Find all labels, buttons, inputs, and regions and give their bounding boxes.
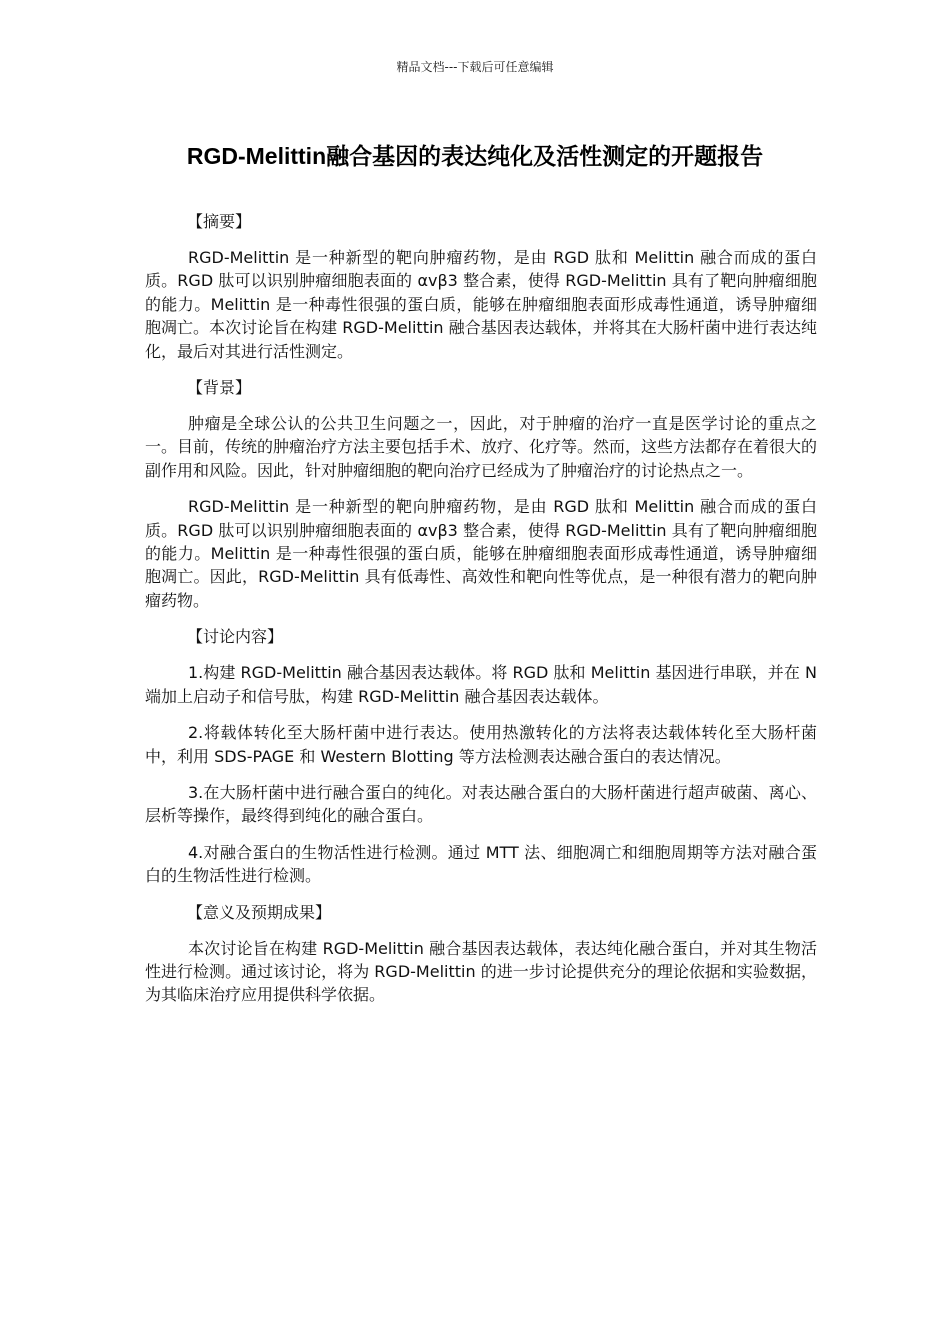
section-heading-significance: 【意义及预期成果】 [187,902,332,922]
significance-paragraph-1: 本次讨论旨在构建 RGD-Melittin 融合基因表达载体，表达纯化融合蛋白，并对其生物活性进行检测。通过该讨论，将为 RGD-Melittin 的进一步讨论提供充分的理论依据和实验数据，为其临床治疗应用提供科学依据。 [145,938,817,1005]
background-paragraph-1: 肿瘤是全球公认的公共卫生问题之一，因此，对于肿瘤的治疗一直是医学讨论的重点之一。目前，传统的肿瘤治疗方法主要包括手术、放疗、化疗等。然而，这些方法都存在着很大的副作用和风险。因此，针对肿瘤细胞的靶向治疗已经成为了肿瘤治疗的讨论热点之一。 [145,414,818,480]
research-item-4: 4.对融合蛋白的生物活性进行检测。通过 MTT 法、细胞凋亡和细胞周期等方法对融合蛋白的生物活性进行检测。 [145,842,817,886]
section-heading-research-content: 【讨论内容】 [187,627,284,647]
section-abstract [145,210,817,363]
document-title: RGD-Melittin融合基因的表达纯化及活性测定的开题报告 [186,143,764,169]
section-background [145,376,817,612]
background-paragraph-2: RGD-Melittin 是一种新型的靶向肿瘤药物，是由 RGD 肽和 Melittin 融合而成的蛋白质。RGD 肽可以识别肿瘤细胞表面的 αvβ3 整合素，使得 RGD-Melittin 具有了靶向肿瘤细胞的能力。Melittin 是一种毒性很强的蛋白质，能够在肿瘤细胞表面形成毒性通道，诱导肿瘤细胞凋亡。因此，RGD-Melittin 具有低毒性、高效性和靶向性等优点，是一种很有潜力的靶向肿瘤药物。 [145,497,817,610]
page-header-note: 精品文档---下载后可任意编辑 [396,60,554,74]
research-item-3: 3.在大肠杆菌中进行融合蛋白的纯化。对表达融合蛋白的大肠杆菌进行超声破菌、离心、层析等操作，最终得到纯化的融合蛋白。 [145,782,817,826]
document-body [145,210,817,1020]
section-heading-background: 【背景】 [187,378,252,398]
section-heading-abstract: 【摘要】 [187,212,252,231]
section-significance [145,901,817,1007]
research-item-1: 1.构建 RGD-Melittin 融合基因表达载体。将 RGD 肽和 Melittin 基因进行串联，并在 N 端加上启动子和信号肽，构建 RGD-Melittin 融合基因表达载体。 [145,663,817,706]
section-research-content [145,625,817,887]
research-item-2: 2.将载体转化至大肠杆菌中进行表达。使用热激转化的方法将表达载体转化至大肠杆菌中，利用 SDS-PAGE 和 Western Blotting 等方法检测表达融合蛋白的表达情况。 [145,723,817,766]
abstract-paragraph-1: RGD-Melittin 是一种新型的靶向肿瘤药物，是由 RGD 肽和 Melittin 融合而成的蛋白质。RGD 肽可以识别肿瘤细胞表面的 αvβ3 整合素，使得 RGD-Melittin 具有了靶向肿瘤细胞的能力。Melittin 是一种毒性很强的蛋白质，能够在肿瘤细胞表面形成毒性通道，诱导肿瘤细胞凋亡。本次讨论旨在构建 RGD-Melittin 融合基因表达载体，并将其在大肠杆菌中进行表达纯化，最后对其进行活性测定。 [145,248,817,361]
